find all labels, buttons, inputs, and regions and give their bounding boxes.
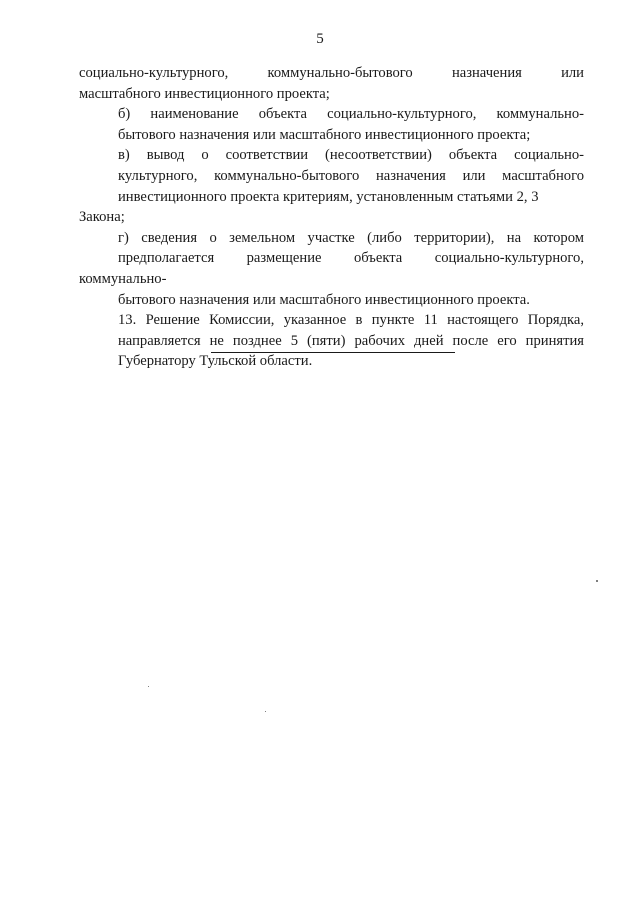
scan-speck [265,711,266,712]
text-line: масштабного инвестиционного проекта; [79,85,330,102]
paragraph-item-13 [79,310,584,372]
text-line: в) вывод о соответствии (несоответствии) объекта социально- [118,147,584,164]
text-line: Губернатору Тульской области. [118,353,313,370]
text-line: социально-культурного, коммунально-бытового назначения или [79,65,584,81]
scan-speck [596,580,598,582]
paragraph-continuation [79,63,584,104]
text-line: г) сведения о земельном участке (либо территории), на котором [118,229,584,246]
document-body [79,63,584,372]
paragraph-item-g [79,228,584,310]
page-number: 5 [316,31,324,47]
paragraph-item-v [79,145,584,227]
text-line: б) наименование объекта социально-культурного, коммунально- [118,106,584,123]
text-line: предполагается размещение объекта социально-культурного, коммунально- [79,250,584,287]
scan-speck [148,686,149,687]
text-line: культурного, коммунально-бытового назначения или масштабного [118,167,584,184]
end-divider-line [211,352,455,353]
text-line: бытового назначения или масштабного инвестиционного проекта; [118,126,531,143]
text-line: направляется не позднее 5 (пяти) рабочих дней после его принятия [118,332,584,349]
text-line: инвестиционного проекта критериям, установленным статьями 2, 3 Закона; [79,188,539,226]
text-line: 13. Решение Комиссии, указанное в пункте 11 настоящего Порядка, [118,312,584,329]
text-line: бытового назначения или масштабного инвестиционного проекта. [118,291,530,308]
paragraph-item-b [79,104,584,145]
